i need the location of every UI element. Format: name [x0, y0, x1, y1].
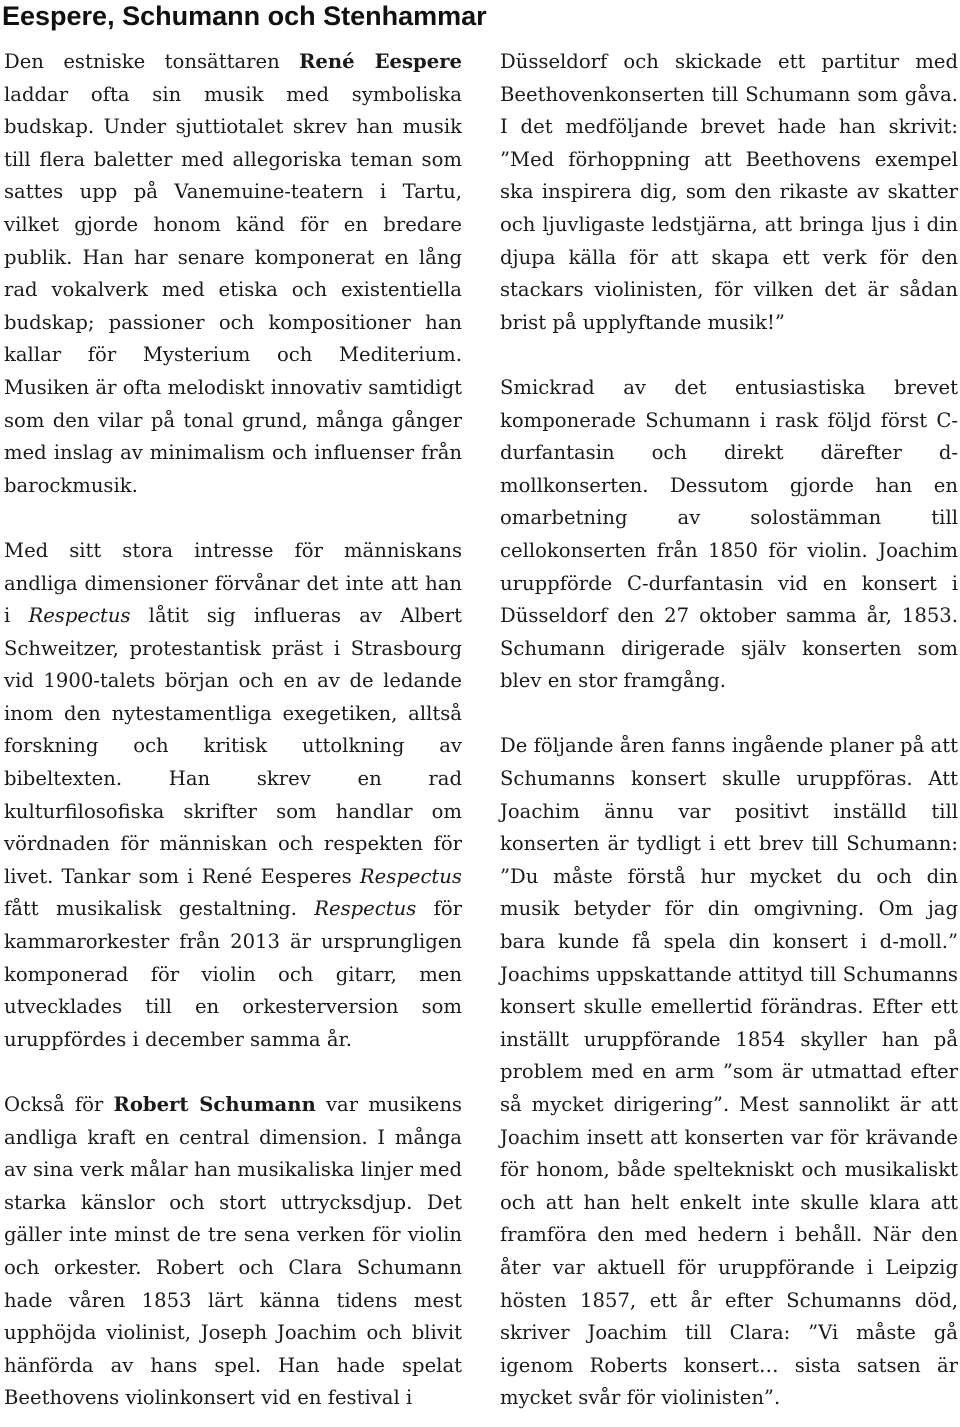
text-run: laddar ofta sin musik med symboliska budskap. Under sjuttiotalet skrev han musik till flera baletter med allegoriska teman som sattes upp på Vanemuine-teatern i Tartu, vilket gjorde honom känd för en bredare publik. Han har senare komponerat en lång rad vokalverk med etiska och existentiella budskap; passioner och kompositioner han kallar för Mysterium och Mediterium. Musiken är ofta melodiskt innovativ samtidigt som den vilar på tonal grund, många gånger med inslag av minimalism och influenser från barockmusik. — [4, 82, 462, 497]
text-run: Också för — [4, 1093, 114, 1116]
text-run: Med sitt stora intresse för människans andliga dimensioner förvånar det inte att han i — [4, 538, 462, 628]
right-column — [500, 46, 958, 1415]
text-run: Den estniske tonsättaren — [4, 50, 300, 73]
text-run: låtit sig influeras av Albert Schweitzer, protestantisk präst i Strasbourg vid 1900-talets början och en av de ledande inom den nytestamentliga exegetiken, alltså forskning och kritisk uttolkning av bibeltexten. Han skrev en rad kulturfilosofiska skrifter som handlar om vördnaden för människan och respekten för livet. Tankar som i René Eesperes — [4, 604, 462, 888]
paragraph-schumann-intro — [4, 1089, 462, 1415]
paragraph-beethoven-gift: Düsseldorf och skickade ett partitur med Beethovenkonserten till Schumann som gåva. I det medföljande brevet hade han skrivit: ”Med förhoppning att Beethovens exempel ska inspirera dig, som den rikaste av skatter och ljuvligaste ledstjärna, att bringa ljus i din djupa källa för att skapa ett verk för den stackars violinisten, för vilken det är sådan brist på upplyftande musik!” — [500, 50, 958, 334]
left-column — [4, 46, 462, 1415]
composer-name-eespere: René Eespere — [299, 50, 462, 73]
paragraph-respectus — [4, 535, 462, 1057]
paragraph-eespere-intro — [4, 46, 462, 502]
text-run: för kammarorkester från 2013 är ursprungligen komponerad för violin och gitarr, men utvecklades till en orkesterversion som uruppfördes i december samma år. — [4, 897, 462, 1051]
page-title: Eespere, Schumann och Stenhammar — [2, 1, 487, 31]
paragraph-compositions: Smickrad av det entusiastiska brevet komponerade Schumann i rask följd först C-durfantasin och direkt därefter d-mollkonserten. Dessutom gjorde han en omarbetning av solostämman till cellokonserten från 1850 för violin. Joachim uruppförde C-durfantasin vid en konsert i Düsseldorf den 27 oktober samma år, 1853. Schumann dirigerade själv konserten som blev en stor framgång. — [500, 375, 958, 693]
text-run: var musikens andliga kraft en central dimension. I många av sina verk målar han musikaliska linjer med starka känslor och stort uttrycksdjup. Det gäller inte minst de tre sena verken för violin och orkester. Robert och Clara Schumann hade våren 1853 lärt känna tidens mest upphöjda violinist, Joseph Joachim och blivit hänförda av hans spel. Han hade spelat Beethovens violinkonsert vid en festival i — [4, 1093, 462, 1410]
paragraph-premiere-plans: De följande åren fanns ingående planer på att Schumanns konsert skulle uruppföras. Att Joachim ännu var positivt inställd till konserten är tydligt i ett brev till Schumann: ”Du måste förstå hur mycket du och din musik betyder för din omgivning. Om jag bara kunde få spela din konsert i d-moll.” Joachims uppskattande attityd till Schumanns konsert skulle emellertid förändras. Efter ett inställt uruppförande 1854 skyller han på problem med en arm ”som är utmattad efter så mycket dirigering”. Mest sannolikt är att Joachim insett att konserten var för krävande för honom, både speltekniskt och musikaliskt och att han helt enkelt inte skulle klara att framföra den med hedern i behåll. När den åter var aktuell för uruppförande i Leipzig hösten 1857, ett år efter Schumanns död, skriver Joachim till Clara: ”Vi måste gå igenom Roberts konsert… sista satsen är mycket svår för violinisten”. — [500, 734, 958, 1410]
work-title-respectus: Respectus — [314, 897, 417, 921]
composer-name-schumann: Robert Schumann — [113, 1093, 316, 1116]
work-title-respectus: Respectus — [359, 864, 462, 888]
text-run: fått musikalisk gestaltning. — [4, 897, 315, 921]
work-title-respectus: Respectus — [28, 604, 131, 628]
